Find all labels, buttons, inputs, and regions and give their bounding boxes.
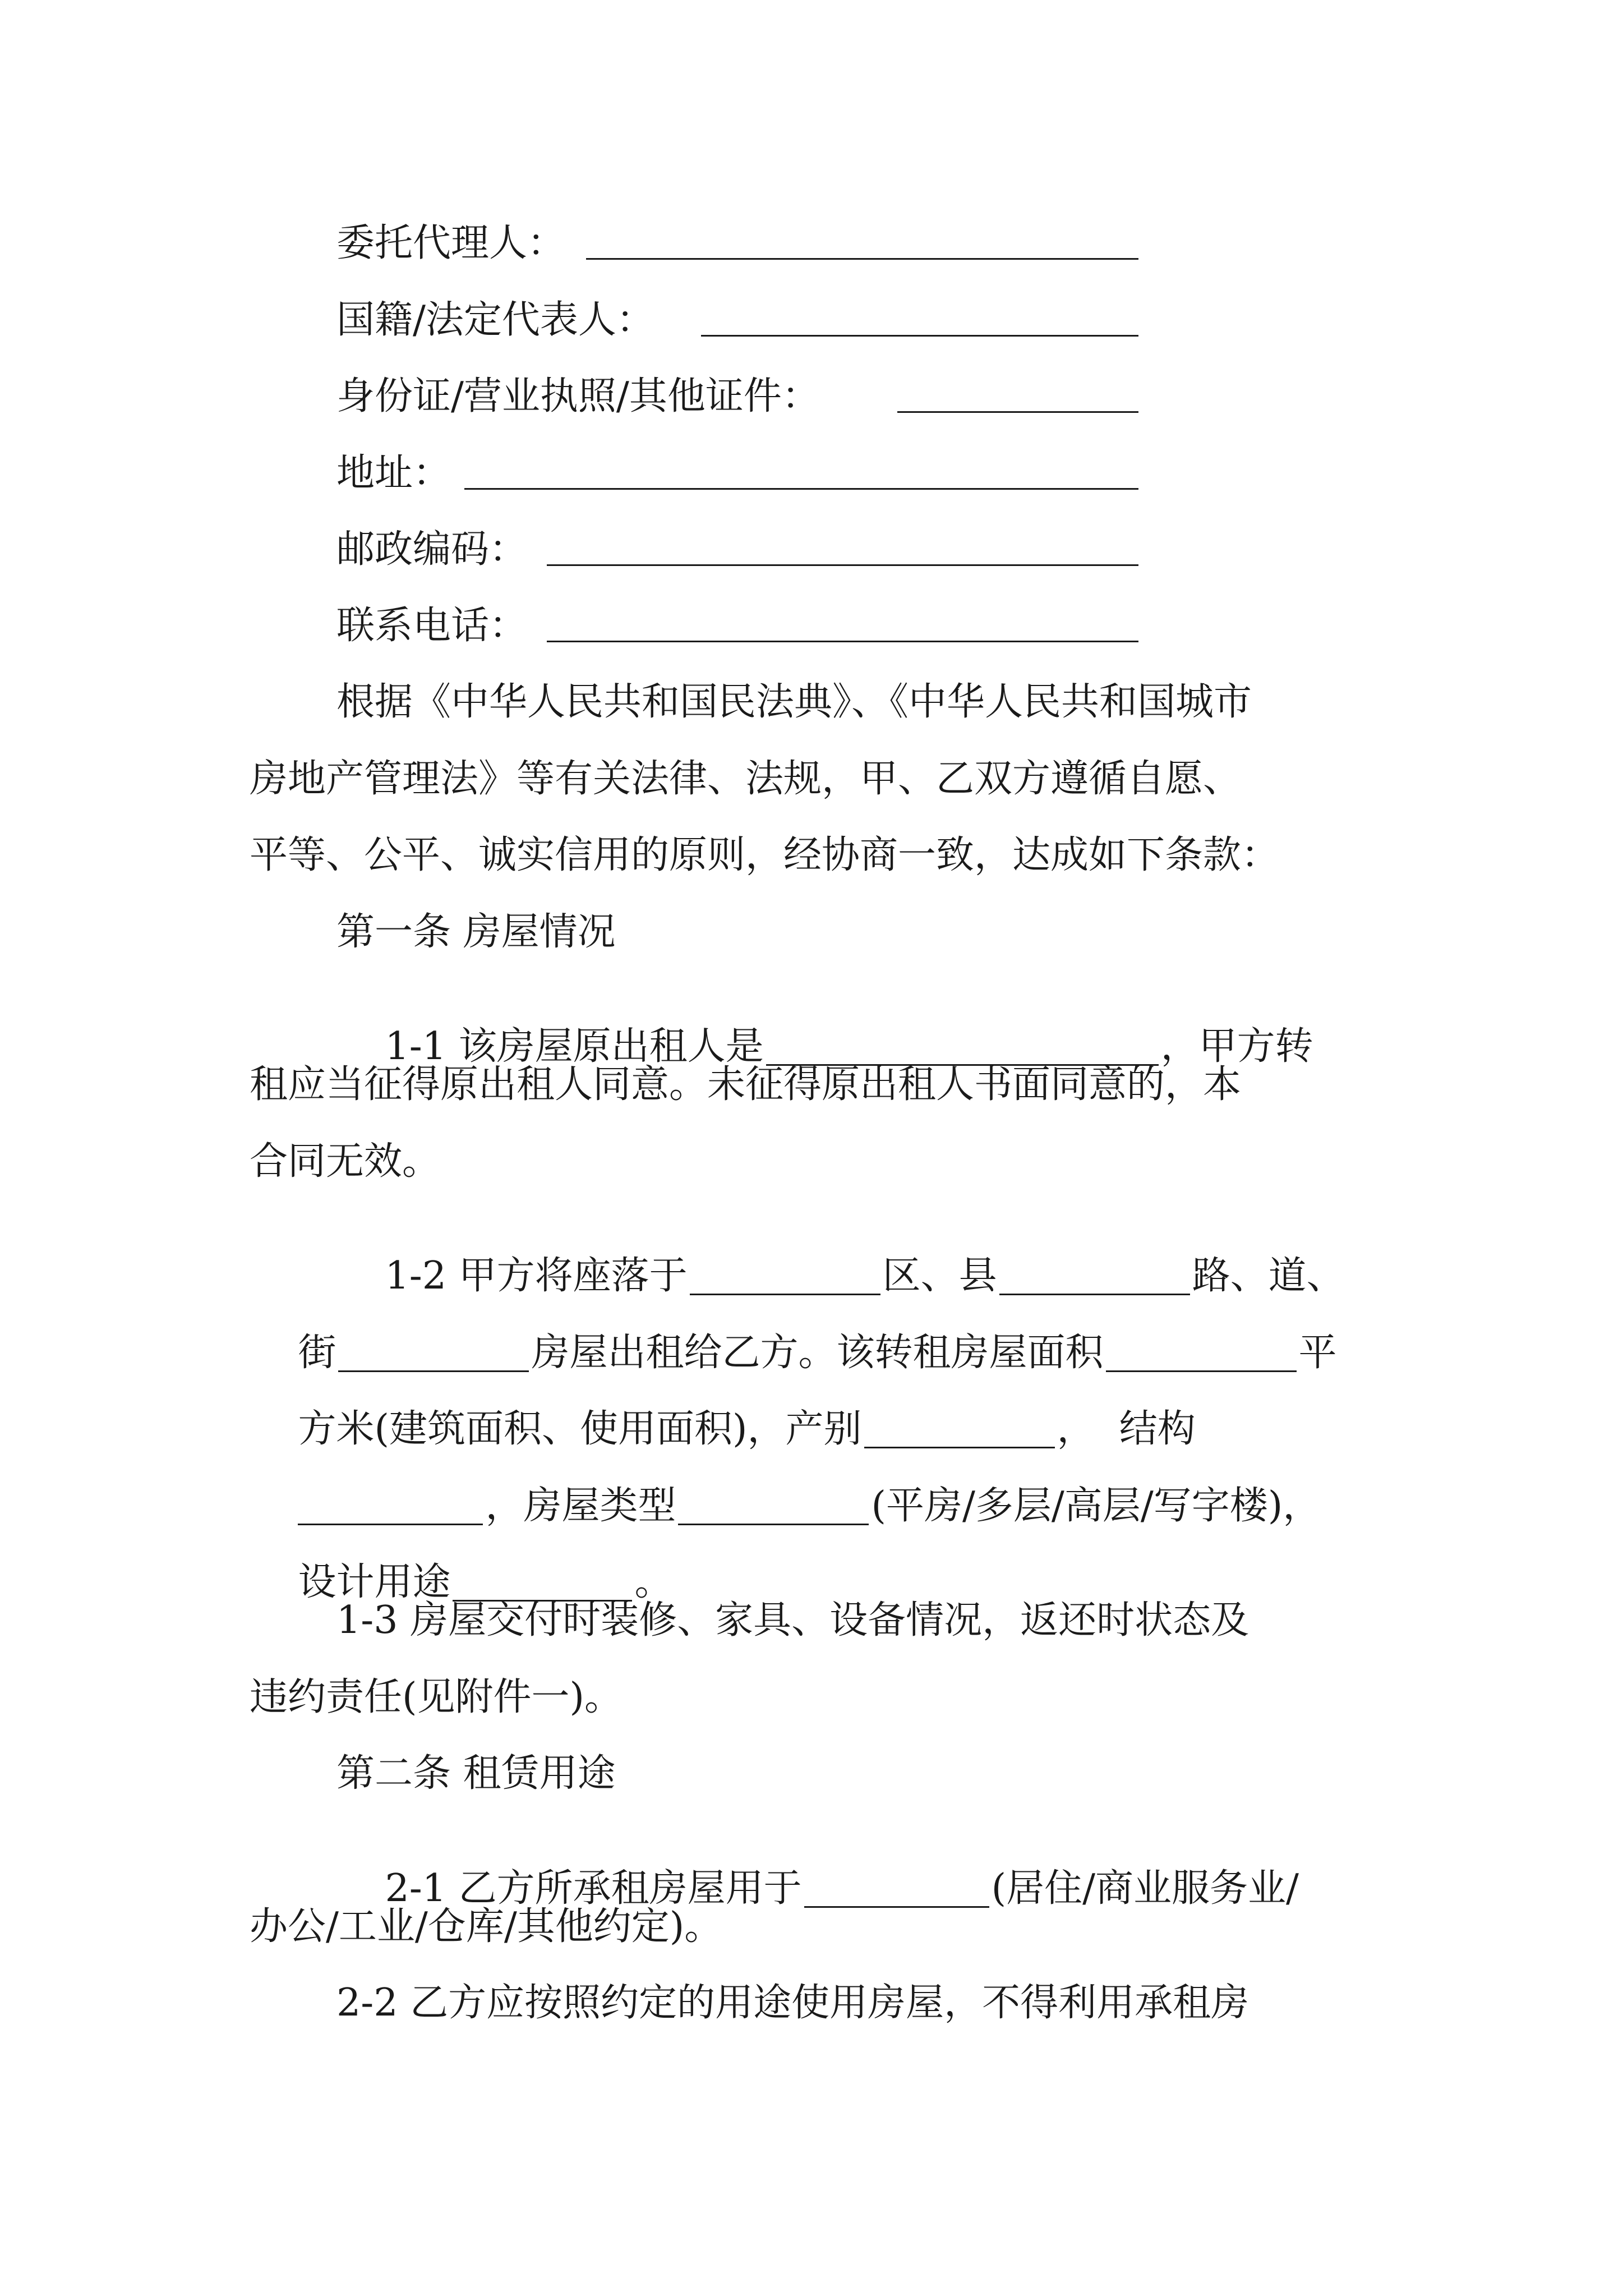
usage-blank[interactable] <box>804 1870 989 1908</box>
clause-2-2-line-1: 2-2 乙方应按照约定的用途使用房屋，不得利用承租房 <box>336 1981 1249 2025</box>
original-lessor-blank[interactable] <box>766 1028 1159 1066</box>
phone-field <box>336 604 1138 648</box>
clause-1-2-text-g: 方米(建筑面积、使用面积)，产别 <box>298 1407 862 1451</box>
clause-2-1-line-2: 办公/工业/仓库/其他约定)。 <box>250 1904 723 1949</box>
id-doc-label: 身份证/营业执照/其他证件： <box>336 374 820 418</box>
design-use-blank[interactable] <box>453 1563 632 1602</box>
clause-1-2-text-f: 平 <box>1298 1331 1337 1375</box>
nationality-field <box>336 298 1138 342</box>
id-doc-blank[interactable] <box>897 378 1138 413</box>
clause-2-1-text-a: 2-1 乙方所承租房屋用于 <box>385 1866 802 1911</box>
agent-field <box>336 221 1138 265</box>
intro-line-2: 房地产管理法》等有关法律、法规，甲、乙双方遵循自愿、 <box>250 757 1242 801</box>
nationality-blank[interactable] <box>701 301 1138 337</box>
clause-1-2-text-a: 1-2 甲方将座落于 <box>385 1254 688 1298</box>
clause-1-2-text-d: 街 <box>298 1331 336 1375</box>
clause-1-1-text-a: 1-1 该房屋原出租人是 <box>385 1024 764 1069</box>
nationality-label: 国籍/法定代表人： <box>336 298 654 342</box>
structure-blank[interactable] <box>298 1487 483 1525</box>
clause-1-2-text-k: 设计用途 <box>298 1560 451 1604</box>
clause-1-2-text-c: 路、道、 <box>1192 1254 1345 1298</box>
address-label: 地址： <box>336 451 451 495</box>
postcode-label: 邮政编码： <box>336 527 528 572</box>
area-blank[interactable] <box>1106 1334 1297 1372</box>
clause-1-2-text-e: 房屋出租给乙方。该转租房屋面积 <box>531 1331 1104 1375</box>
agent-blank[interactable] <box>586 224 1138 260</box>
clause-1-2-text-l: 。 <box>634 1560 673 1604</box>
clause-1-3-line-1: 1-3 房屋交付时装修、家具、设备情况，返还时状态及 <box>336 1598 1249 1642</box>
clause-1-2-text-b: 区、县 <box>882 1254 997 1298</box>
clause-1-1-text-b: ，甲方转 <box>1160 1024 1313 1069</box>
property-type-blank[interactable] <box>864 1410 1055 1448</box>
id-doc-field <box>336 374 1138 418</box>
article-1-title: 第一条 房屋情况 <box>336 910 616 954</box>
clause-1-2-text-j: (平房/多层/高层/写字楼)， <box>871 1484 1321 1528</box>
house-type-blank[interactable] <box>678 1487 869 1525</box>
phone-label: 联系电话： <box>336 604 528 648</box>
address-field <box>336 451 1138 495</box>
district-blank[interactable] <box>690 1257 880 1295</box>
street-blank[interactable] <box>338 1334 529 1372</box>
agent-label: 委托代理人： <box>336 221 566 265</box>
postcode-blank[interactable] <box>547 531 1138 566</box>
clause-1-2-text-i: ，房屋类型 <box>485 1484 676 1528</box>
article-2-title: 第二条 租赁用途 <box>336 1751 616 1796</box>
address-blank[interactable] <box>464 454 1138 490</box>
clause-1-1-line-2: 租应当征得原出租人同意。未征得原出租人书面同意的，本 <box>250 1062 1242 1107</box>
road-blank[interactable] <box>999 1257 1190 1295</box>
phone-blank[interactable] <box>547 607 1138 642</box>
clause-1-1-line-3: 合同无效。 <box>250 1139 441 1184</box>
intro-line-3: 平等、公平、诚实信用的原则，经协商一致，达成如下条款： <box>250 833 1280 877</box>
intro-line-1: 根据《中华人民共和国民法典》、《中华人民共和国城市 <box>336 680 1252 724</box>
clause-1-3-line-2: 违约责任(见附件一)。 <box>250 1675 623 1719</box>
clause-2-1-text-b: (居住/商业服务业/ <box>991 1866 1299 1911</box>
postcode-field <box>336 527 1138 572</box>
clause-1-2-text-h: ， 结构 <box>1057 1407 1196 1451</box>
